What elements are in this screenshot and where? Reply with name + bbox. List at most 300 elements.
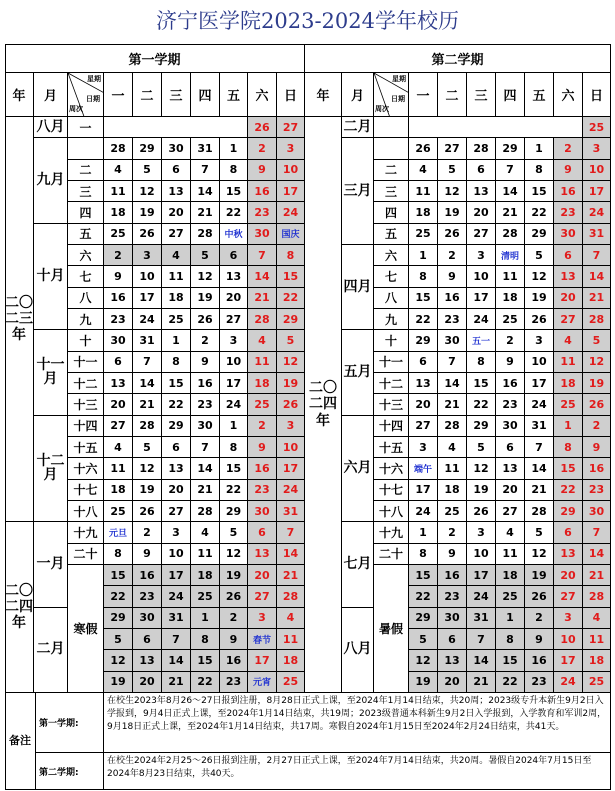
date-cell: 6 <box>162 437 191 458</box>
date-cell: 11 <box>496 544 525 565</box>
date-cell: 3 <box>583 138 611 159</box>
date-cell: 3 <box>525 330 554 351</box>
date-cell: 19 <box>525 565 554 586</box>
date-cell: 6 <box>133 629 162 650</box>
date-cell: 9 <box>525 629 554 650</box>
vacation-label: 暑假 <box>374 565 409 693</box>
date-cell: 10 <box>277 437 305 458</box>
date-cell: 17 <box>133 288 162 309</box>
date-cell: 6 <box>467 160 496 181</box>
date-cell: 18 <box>248 373 277 394</box>
date-cell: 15 <box>220 181 248 202</box>
date-cell: 11 <box>496 266 525 287</box>
date-cell: 2 <box>525 608 554 629</box>
month-label: 三月 <box>342 138 374 245</box>
date-cell: 7 <box>583 522 611 543</box>
date-cell: 5 <box>191 245 220 266</box>
date-cell: 16 <box>438 565 467 586</box>
date-cell: 23 <box>248 202 277 223</box>
date-cell: 4 <box>583 608 611 629</box>
weekday-header: 四 <box>191 73 220 117</box>
week-number: 九 <box>68 309 104 330</box>
year-label: 二〇二三年 <box>5 117 34 522</box>
week-number: 七 <box>68 266 104 287</box>
week-number: 十八 <box>68 501 104 522</box>
date-cell: 29 <box>496 138 525 159</box>
date-cell: 17 <box>277 458 305 479</box>
date-cell: 12 <box>191 266 220 287</box>
date-cell: 19 <box>104 672 133 693</box>
date-cell: 27 <box>220 309 248 330</box>
date-cell: 25 <box>277 672 305 693</box>
date-cell: 5 <box>583 330 611 351</box>
date-cell: 1 <box>220 416 248 437</box>
date-cell: 23 <box>438 586 467 607</box>
diagonal-header-cell <box>374 73 409 117</box>
date-cell: 18 <box>104 202 133 223</box>
date-cell: 12 <box>133 181 162 202</box>
date-cell: 27 <box>554 586 583 607</box>
date-cell: 25 <box>104 501 133 522</box>
date-cell: 4 <box>248 330 277 351</box>
weekday-header: 一 <box>104 73 133 117</box>
holiday-cell: 清明 <box>496 245 525 266</box>
date-cell: 6 <box>104 352 133 373</box>
date-cell: 8 <box>554 437 583 458</box>
date-cell: 23 <box>525 672 554 693</box>
date-cell: 26 <box>467 501 496 522</box>
week-number: 十一 <box>374 352 409 373</box>
date-cell: 26 <box>525 309 554 330</box>
week-number: 八 <box>374 288 409 309</box>
date-cell: 15 <box>554 458 583 479</box>
date-cell: 23 <box>248 480 277 501</box>
date-cell: 28 <box>583 309 611 330</box>
date-cell: 18 <box>162 288 191 309</box>
date-cell: 1 <box>554 416 583 437</box>
date-cell: 3 <box>277 138 305 159</box>
date-cell: 15 <box>162 373 191 394</box>
date-cell: 11 <box>554 352 583 373</box>
week-number: 六 <box>374 245 409 266</box>
date-cell: 23 <box>496 394 525 415</box>
date-cell: 11 <box>248 352 277 373</box>
date-cell: 20 <box>248 565 277 586</box>
date-cell: 13 <box>409 373 438 394</box>
year-header: 年 <box>305 73 342 117</box>
date-cell: 22 <box>496 672 525 693</box>
date-cell: 5 <box>220 522 248 543</box>
date-cell: 12 <box>409 650 438 671</box>
holiday-cell: 端午 <box>409 458 438 479</box>
date-cell: 22 <box>409 309 438 330</box>
date-cell: 17 <box>554 650 583 671</box>
month-label: 一月 <box>34 522 68 607</box>
date-cell: 26 <box>220 586 248 607</box>
date-cell: 16 <box>191 373 220 394</box>
date-cell: 19 <box>220 565 248 586</box>
date-cell: 13 <box>496 458 525 479</box>
date-cell: 7 <box>525 437 554 458</box>
date-cell: 2 <box>248 416 277 437</box>
date-cell: 13 <box>467 181 496 202</box>
date-cell: 19 <box>277 373 305 394</box>
date-cell: 3 <box>277 416 305 437</box>
date-cell: 6 <box>496 437 525 458</box>
date-cell: 29 <box>409 608 438 629</box>
date-cell: 1 <box>220 138 248 159</box>
date-cell: 24 <box>554 672 583 693</box>
date-cell: 5 <box>133 160 162 181</box>
date-cell: 7 <box>467 629 496 650</box>
diag-week-label: 周次 <box>69 105 83 113</box>
date-cell: 17 <box>220 373 248 394</box>
month-label: 二月 <box>34 608 68 693</box>
date-cell: 21 <box>467 672 496 693</box>
date-cell: 21 <box>438 394 467 415</box>
date-cell: 2 <box>220 608 248 629</box>
holiday-cell: 元旦 <box>104 522 133 543</box>
date-cell: 11 <box>162 266 191 287</box>
date-cell: 3 <box>467 522 496 543</box>
week-number: 四 <box>374 202 409 223</box>
date-cell: 1 <box>409 245 438 266</box>
date-cell: 6 <box>409 352 438 373</box>
date-cell: 28 <box>133 416 162 437</box>
date-cell: 12 <box>133 458 162 479</box>
date-cell: 6 <box>554 245 583 266</box>
date-cell: 14 <box>467 650 496 671</box>
date-cell: 30 <box>438 608 467 629</box>
date-cell: 1 <box>162 330 191 351</box>
weekday-header: 四 <box>496 73 525 117</box>
date-cell: 30 <box>438 330 467 351</box>
date-cell: 28 <box>277 586 305 607</box>
date-cell: 19 <box>133 202 162 223</box>
date-cell: 9 <box>583 437 611 458</box>
week-number: 七 <box>374 266 409 287</box>
diagonal-header-cell <box>68 73 104 117</box>
week-number: 三 <box>374 181 409 202</box>
date-cell: 24 <box>409 501 438 522</box>
date-cell: 5 <box>467 437 496 458</box>
date-cell: 9 <box>554 160 583 181</box>
date-cell: 27 <box>467 224 496 245</box>
month-header: 月 <box>34 73 68 117</box>
date-cell: 19 <box>191 288 220 309</box>
date-cell: 24 <box>220 394 248 415</box>
weekday-header: 日 <box>277 73 305 117</box>
date-cell: 8 <box>277 245 305 266</box>
date-cell: 24 <box>277 202 305 223</box>
date-cell: 16 <box>248 181 277 202</box>
date-cell: 14 <box>583 544 611 565</box>
date-cell: 20 <box>496 480 525 501</box>
date-cell: 24 <box>467 309 496 330</box>
date-cell: 30 <box>162 138 191 159</box>
date-cell: 12 <box>104 650 133 671</box>
date-cell: 20 <box>409 394 438 415</box>
date-cell: 12 <box>525 266 554 287</box>
date-cell: 29 <box>467 416 496 437</box>
weekday-header: 三 <box>467 73 496 117</box>
date-cell: 4 <box>409 160 438 181</box>
date-cell: 9 <box>248 160 277 181</box>
date-cell: 2 <box>496 330 525 351</box>
date-cell: 14 <box>277 544 305 565</box>
date-cell: 26 <box>409 138 438 159</box>
month-label: 六月 <box>342 416 374 523</box>
month-label: 七月 <box>342 522 374 607</box>
date-cell: 20 <box>162 480 191 501</box>
holiday-cell: 国庆 <box>277 224 305 245</box>
date-cell: 14 <box>133 373 162 394</box>
date-cell: 16 <box>583 458 611 479</box>
date-cell: 4 <box>277 608 305 629</box>
date-cell: 14 <box>525 458 554 479</box>
date-cell: 9 <box>248 437 277 458</box>
date-cell: 19 <box>525 288 554 309</box>
date-cell: 18 <box>438 480 467 501</box>
date-cell: 18 <box>583 650 611 671</box>
date-cell: 26 <box>277 394 305 415</box>
date-cell: 11 <box>104 458 133 479</box>
date-cell: 3 <box>133 245 162 266</box>
date-cell: 30 <box>248 224 277 245</box>
date-cell: 4 <box>162 245 191 266</box>
week-number: 十二 <box>68 373 104 394</box>
date-cell: 3 <box>248 608 277 629</box>
date-cell: 10 <box>554 629 583 650</box>
date-cell: 14 <box>438 373 467 394</box>
week-number: 三 <box>68 181 104 202</box>
date-cell: 27 <box>277 117 305 138</box>
blank-date-block <box>409 117 583 138</box>
date-cell: 20 <box>438 672 467 693</box>
weekday-header: 五 <box>220 73 248 117</box>
week-number: 二十 <box>374 544 409 565</box>
date-cell: 29 <box>162 416 191 437</box>
date-cell: 10 <box>162 544 191 565</box>
date-cell: 25 <box>248 394 277 415</box>
date-cell: 12 <box>467 458 496 479</box>
date-cell: 15 <box>409 288 438 309</box>
week-number: 五 <box>374 224 409 245</box>
date-cell: 6 <box>248 522 277 543</box>
date-cell: 22 <box>467 394 496 415</box>
date-cell: 16 <box>104 288 133 309</box>
date-cell: 24 <box>467 586 496 607</box>
date-cell: 10 <box>583 160 611 181</box>
date-cell: 13 <box>248 544 277 565</box>
date-cell: 10 <box>467 266 496 287</box>
date-cell: 22 <box>162 394 191 415</box>
date-cell: 31 <box>525 416 554 437</box>
date-cell: 17 <box>467 565 496 586</box>
month-label: 八月 <box>34 117 68 138</box>
date-cell: 2 <box>133 522 162 543</box>
week-number: 十八 <box>374 501 409 522</box>
date-cell: 31 <box>133 330 162 351</box>
date-cell: 16 <box>554 181 583 202</box>
date-cell: 14 <box>496 181 525 202</box>
date-cell: 15 <box>525 181 554 202</box>
date-cell: 8 <box>220 160 248 181</box>
date-cell: 14 <box>191 458 220 479</box>
date-cell: 29 <box>554 501 583 522</box>
week-number: 十 <box>374 330 409 351</box>
date-cell: 21 <box>133 394 162 415</box>
vacation-label: 寒假 <box>68 565 104 693</box>
date-cell: 27 <box>162 501 191 522</box>
date-cell: 18 <box>191 565 220 586</box>
date-cell: 26 <box>133 501 162 522</box>
date-cell: 18 <box>104 480 133 501</box>
date-cell: 18 <box>277 650 305 671</box>
date-cell: 8 <box>467 352 496 373</box>
date-cell: 14 <box>583 266 611 287</box>
date-cell: 8 <box>409 266 438 287</box>
week-number: 十七 <box>374 480 409 501</box>
holiday-cell: 中秋 <box>220 224 248 245</box>
year-label: 二〇二四年 <box>305 117 342 693</box>
semester-header-1: 第一学期 <box>5 44 305 73</box>
year-header: 年 <box>5 73 34 117</box>
date-cell: 12 <box>525 544 554 565</box>
date-cell: 13 <box>554 544 583 565</box>
date-cell: 4 <box>104 160 133 181</box>
date-cell: 28 <box>467 138 496 159</box>
date-cell: 21 <box>583 288 611 309</box>
date-cell: 30 <box>191 416 220 437</box>
date-cell: 5 <box>133 437 162 458</box>
date-cell: 21 <box>162 672 191 693</box>
date-cell: 17 <box>248 650 277 671</box>
date-cell: 4 <box>438 437 467 458</box>
date-cell: 15 <box>191 650 220 671</box>
date-cell: 21 <box>496 202 525 223</box>
date-cell: 6 <box>438 629 467 650</box>
date-cell: 8 <box>496 629 525 650</box>
date-cell: 22 <box>220 480 248 501</box>
date-cell: 7 <box>191 160 220 181</box>
date-cell: 4 <box>496 522 525 543</box>
week-number: 一 <box>68 117 104 138</box>
month-label: 八月 <box>342 608 374 693</box>
holiday-cell: 元宵 <box>248 672 277 693</box>
date-cell: 9 <box>438 266 467 287</box>
date-cell: 3 <box>554 608 583 629</box>
date-cell: 29 <box>133 138 162 159</box>
date-cell: 15 <box>220 458 248 479</box>
date-cell: 25 <box>191 586 220 607</box>
date-cell: 27 <box>104 416 133 437</box>
week-number: 十 <box>68 330 104 351</box>
date-cell: 28 <box>438 416 467 437</box>
year-label: 二〇二四年 <box>5 522 34 693</box>
date-cell: 14 <box>162 650 191 671</box>
date-cell: 21 <box>191 480 220 501</box>
date-cell: 6 <box>554 522 583 543</box>
diag-weekday-label: 星期 <box>392 75 406 83</box>
date-cell: 25 <box>496 309 525 330</box>
week-number: 十九 <box>374 522 409 543</box>
date-cell: 17 <box>277 181 305 202</box>
date-cell: 27 <box>554 309 583 330</box>
date-cell: 1 <box>191 608 220 629</box>
date-cell: 31 <box>191 138 220 159</box>
date-cell: 30 <box>104 330 133 351</box>
date-cell: 29 <box>220 501 248 522</box>
weekday-header: 六 <box>554 73 583 117</box>
date-cell: 15 <box>409 565 438 586</box>
date-cell: 27 <box>409 416 438 437</box>
date-cell: 26 <box>133 224 162 245</box>
week-number: 十三 <box>374 394 409 415</box>
date-cell: 16 <box>525 650 554 671</box>
date-cell: 7 <box>583 245 611 266</box>
date-cell: 10 <box>467 544 496 565</box>
date-cell: 15 <box>277 266 305 287</box>
date-cell: 12 <box>438 181 467 202</box>
date-cell: 25 <box>409 224 438 245</box>
week-number: 二十 <box>68 544 104 565</box>
date-cell: 15 <box>104 565 133 586</box>
date-cell: 2 <box>104 245 133 266</box>
date-cell: 9 <box>496 352 525 373</box>
date-cell: 7 <box>162 629 191 650</box>
month-label: 十月 <box>34 224 68 331</box>
date-cell: 24 <box>133 309 162 330</box>
date-cell: 10 <box>525 352 554 373</box>
date-cell: 13 <box>133 650 162 671</box>
date-cell: 9 <box>104 266 133 287</box>
semester-header-2: 第二学期 <box>305 44 611 73</box>
date-cell: 8 <box>409 544 438 565</box>
date-cell: 11 <box>438 458 467 479</box>
week-number <box>374 117 409 138</box>
date-cell: 11 <box>191 544 220 565</box>
weekday-header: 三 <box>162 73 191 117</box>
date-cell: 3 <box>220 330 248 351</box>
date-cell: 19 <box>467 480 496 501</box>
week-number: 十五 <box>68 437 104 458</box>
weekday-header: 六 <box>248 73 277 117</box>
date-cell: 26 <box>191 309 220 330</box>
date-cell: 23 <box>583 480 611 501</box>
date-cell: 8 <box>104 544 133 565</box>
date-cell: 5 <box>104 629 133 650</box>
date-cell: 17 <box>467 288 496 309</box>
week-number: 十二 <box>374 373 409 394</box>
date-cell: 23 <box>438 309 467 330</box>
week-number: 六 <box>68 245 104 266</box>
week-number <box>68 138 104 159</box>
date-cell: 21 <box>191 202 220 223</box>
date-cell: 22 <box>554 480 583 501</box>
date-cell: 28 <box>191 501 220 522</box>
date-cell: 10 <box>133 266 162 287</box>
date-cell: 2 <box>438 522 467 543</box>
date-cell: 25 <box>162 309 191 330</box>
date-cell: 23 <box>220 672 248 693</box>
week-number: 五 <box>68 224 104 245</box>
date-cell: 20 <box>554 565 583 586</box>
date-cell: 30 <box>583 501 611 522</box>
week-number: 十四 <box>374 416 409 437</box>
notes-label: 备注 <box>5 693 36 790</box>
date-cell: 11 <box>409 181 438 202</box>
